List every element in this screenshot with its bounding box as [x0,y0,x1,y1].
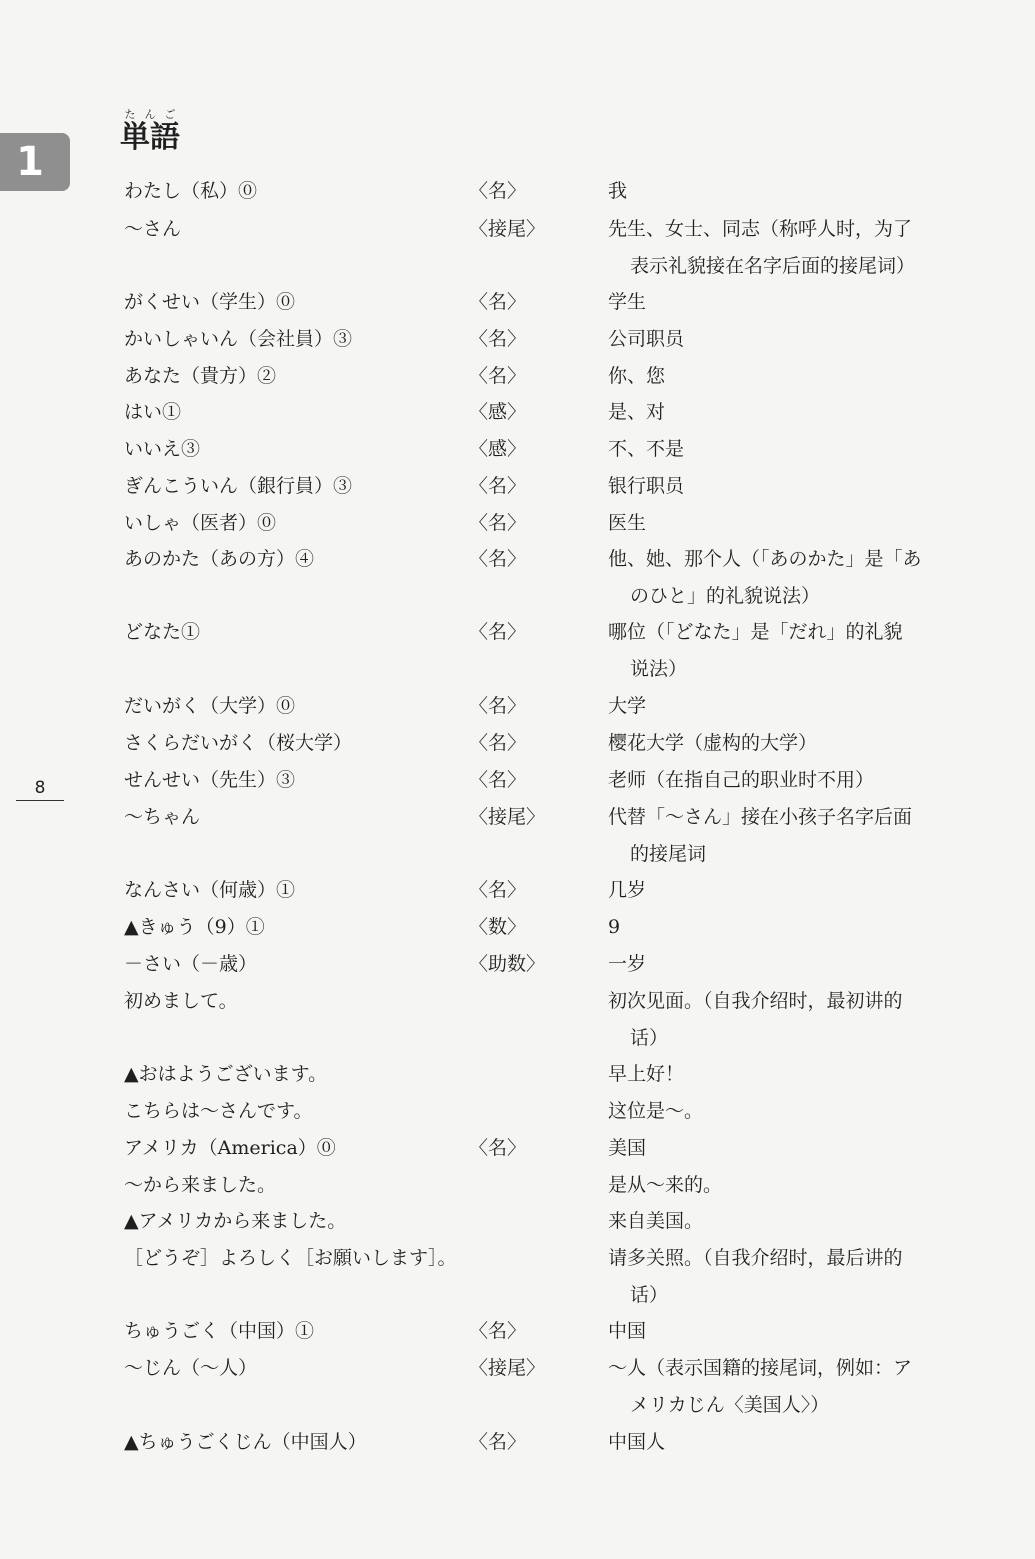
vocab-meaning [608,1130,970,1167]
vocab-meaning [608,1167,970,1204]
vocab-part-of-speech: 〈名〉 [469,621,527,643]
vocab-meaning-line: 中国人 [608,1431,666,1453]
vocab-meaning-line: ～人（表示国籍的接尾词，例如：ア [608,1357,913,1379]
vocab-word: ▲アメリカから来ました。 [124,1210,347,1232]
vocab-part-of-speech: 〈助数〉 [469,953,546,975]
vocab-meaning-line: 请多关照。（自我介绍时，最后讲的 [608,1247,903,1269]
vocab-part-of-speech: 〈名〉 [469,365,527,387]
vocab-word: ～さん [124,218,182,240]
vocab-meaning-line: 美国 [608,1137,647,1159]
vocab-part-of-speech: 〈名〉 [469,769,527,791]
vocab-word: なんさい（何歳）① [124,879,296,901]
vocab-word: いいえ③ [124,438,201,460]
vocab-part-of-speech: 〈名〉 [469,291,527,313]
vocab-word: どなた① [124,621,201,643]
vocab-word: こちらは～さんです。 [124,1100,313,1122]
vocab-meaning-line: メリカじん〈美国人〉） [630,1394,830,1416]
vocab-word: ぎんこういん（銀行員）③ [124,475,353,497]
vocab-meaning [608,173,970,210]
vocab-meaning-line: 中国 [608,1320,647,1342]
vocab-word: かいしゃいん（会社員）③ [124,328,353,350]
vocab-meaning-line: 一岁 [608,953,647,975]
vocab-word: せんせい（先生）③ [124,769,296,791]
vocab-word: 初めまして。 [124,990,238,1012]
vocab-meaning [608,468,970,505]
vocab-part-of-speech: 〈名〉 [469,1320,527,1342]
vocab-meaning-line: 说法） [630,658,688,680]
vocab-word: あのかた（あの方）④ [124,548,315,570]
lesson-tab: 1 [0,133,70,191]
vocab-word: さくらだいがく（桜大学） [124,732,353,754]
vocab-meaning-line: 樱花大学（虚构的大学） [608,732,818,754]
vocab-word: ～ちゃん [124,806,201,828]
vocab-part-of-speech: 〈名〉 [469,328,527,350]
vocab-word: はい① [124,401,182,423]
vocab-meaning-line: 他、她、那个人（「あのかた」是「あ [608,548,922,570]
vocab-meaning [608,1350,970,1424]
vocab-meaning-line: 话） [630,1027,669,1049]
vocab-meaning-line: 老师（在指自己的职业时不用） [608,769,875,791]
vocab-word: ▲おはようございます。 [124,1063,328,1085]
vocab-meaning [608,1056,970,1093]
vocab-part-of-speech: 〈名〉 [469,548,527,570]
vocab-word: ▲ちゅうごくじん（中国人） [124,1431,367,1453]
vocab-meaning-line: 不、不是 [608,438,685,460]
section-title-furigana: たんご [120,108,180,121]
page-number: 8 [16,778,64,801]
vocab-meaning-line: 表示礼貌接在名字后面的接尾词） [630,255,916,277]
vocab-word: ～から来ました。 [124,1174,277,1196]
vocab-word: ちゅうごく（中国）① [124,1320,315,1342]
vocab-meaning-line: 代替「～さん」接在小孩子名字后面 [608,806,913,828]
vocab-part-of-speech: 〈接尾〉 [469,1357,546,1379]
vocab-meaning [608,358,970,395]
vocab-meaning [608,762,970,799]
vocab-word: いしゃ（医者）⓪ [124,512,277,534]
vocab-meaning-line: 的接尾词 [630,843,707,865]
vocab-meaning [608,541,970,615]
vocab-meaning [608,1093,970,1130]
vocab-part-of-speech: 〈名〉 [469,1431,527,1453]
vocab-part-of-speech: 〈名〉 [469,512,527,534]
vocab-word: ▲きゅう（9）① [124,916,265,938]
vocab-meaning [608,1240,970,1314]
vocab-meaning-line: 哪位（「どなた」是「だれ」的礼貌 [608,621,903,643]
vocab-part-of-speech: 〈名〉 [469,1137,527,1159]
vocab-meaning-line: 几岁 [608,879,647,901]
vocab-meaning [608,946,970,983]
vocab-meaning-line: 公司职员 [608,328,685,350]
vocab-part-of-speech: 〈感〉 [469,401,527,423]
vocab-meaning [608,431,970,468]
vocab-meaning-line: 是、对 [608,401,666,423]
vocab-meaning-line: 9 [608,916,621,938]
vocab-meaning [608,1424,970,1461]
vocab-part-of-speech: 〈名〉 [469,180,527,202]
vocab-part-of-speech: 〈接尾〉 [469,218,546,240]
vocab-part-of-speech: 〈名〉 [469,732,527,754]
vocab-meaning-line: のひと」的礼貌说法） [630,585,821,607]
vocab-meaning [608,505,970,542]
vocab-meaning-line: 大学 [608,695,647,717]
vocab-meaning [608,211,970,285]
vocab-word: だいがく（大学）⓪ [124,695,296,717]
vocab-meaning [608,725,970,762]
vocab-meaning-line: 初次见面。（自我介绍时，最初讲的 [608,990,903,1012]
vocab-meaning-line: 先生、女士、同志（称呼人时，为了 [608,218,913,240]
vocab-meaning-line: 你、您 [608,365,666,387]
vocab-part-of-speech: 〈名〉 [469,879,527,901]
vocab-meaning-line: 是从～来的。 [608,1174,723,1196]
vocab-meaning [608,394,970,431]
vocab-meaning-line: 这位是～。 [608,1100,704,1122]
vocab-meaning-line: 早上好！ [608,1063,685,1085]
vocab-part-of-speech: 〈名〉 [469,695,527,717]
vocab-meaning-line: 学生 [608,291,647,313]
vocab-meaning [608,909,970,946]
vocab-part-of-speech: 〈接尾〉 [469,806,546,828]
vocab-meaning [608,321,970,358]
vocab-meaning-line: 我 [608,180,628,202]
vocab-word: あなた（貴方）② [124,365,277,387]
vocab-meaning [608,799,970,873]
vocab-meaning-line: 医生 [608,512,647,534]
vocab-meaning [608,284,970,321]
vocab-meaning [608,688,970,725]
section-title [120,108,180,153]
vocab-meaning [608,1203,970,1240]
vocab-meaning [608,983,970,1057]
vocab-word: ［どうぞ］よろしく［お願いします］。 [124,1247,457,1269]
vocab-part-of-speech: 〈名〉 [469,475,527,497]
section-title-text: 単語 [120,120,180,155]
vocab-word: アメリカ（America）⓪ [124,1137,336,1159]
vocab-meaning-line: 来自美国。 [608,1210,704,1232]
vocab-part-of-speech: 〈数〉 [469,916,527,938]
vocab-part-of-speech: 〈感〉 [469,438,527,460]
vocab-word: がくせい（学生）⓪ [124,291,296,313]
vocab-meaning [608,614,970,688]
vocab-meaning-line: 银行职员 [608,475,685,497]
vocab-word: わたし（私）⓪ [124,180,258,202]
vocab-meaning [608,1313,970,1350]
vocab-meaning [608,872,970,909]
vocab-word: ～じん（～人） [124,1357,258,1379]
vocab-word: －さい（－歳） [124,953,258,975]
vocab-meaning-line: 话） [630,1284,669,1306]
